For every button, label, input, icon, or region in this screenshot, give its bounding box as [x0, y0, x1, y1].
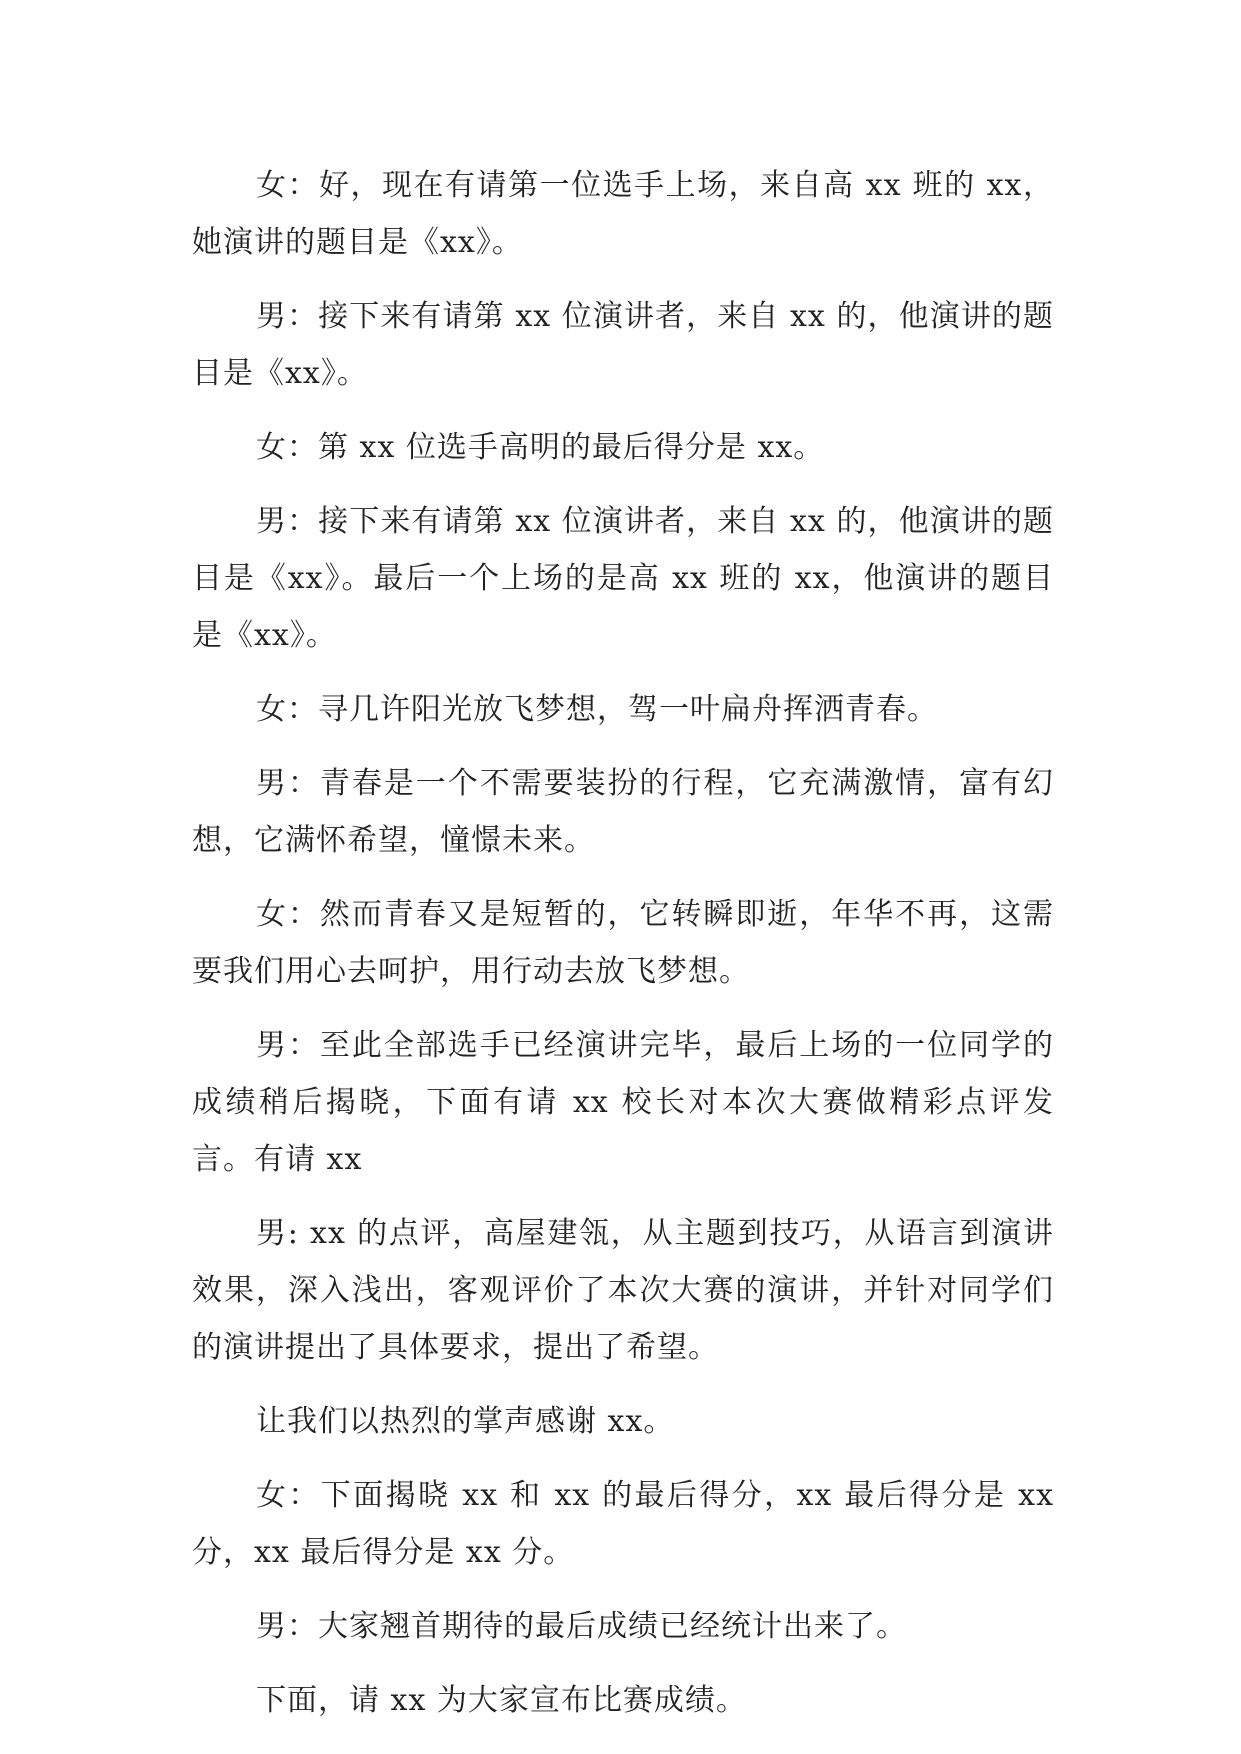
paragraph: 女：下面揭晓 xx 和 xx 的最后得分，xx 最后得分是 xx 分，xx 最后得分是 xx 分。 — [192, 1478, 1054, 1570]
paragraph: 女：第 xx 位选手高明的最后得分是 xx。 — [256, 430, 825, 465]
document-body — [192, 157, 1054, 1746]
paragraph: 下面，请 xx 为大家宣布比赛成绩。 — [256, 1683, 747, 1718]
paragraph: 让我们以热烈的掌声感谢 xx。 — [256, 1404, 675, 1439]
paragraph: 女：然而青春又是短暂的，它转瞬即逝，年华不再，这需要我们用心去呵护，用行动去放飞梦想。 — [192, 897, 1054, 989]
paragraph: 男：接下来有请第 xx 位演讲者，来自 xx 的，他演讲的题目是《xx》。最后一个上场的是高 xx 班的 xx，他演讲的题目是《xx》。 — [192, 504, 1054, 653]
paragraph: 男：青春是一个不需要装扮的行程，它充满激情，富有幻想，它满怀希望，憧憬未来。 — [192, 766, 1054, 858]
paragraph: 男: xx 的点评，高屋建瓴，从主题到技巧，从语言到演讲效果，深入浅出，客观评价了本次大赛的演讲，并针对同学们的演讲提出了具体要求，提出了希望。 — [192, 1216, 1054, 1365]
paragraph: 女：好，现在有请第一位选手上场，来自高 xx 班的 xx，她演讲的题目是《xx》。 — [192, 168, 1054, 260]
paragraph: 男：至此全部选手已经演讲完毕，最后上场的一位同学的成绩稍后揭晓，下面有请 xx 校长对本次大赛做精彩点评发言。有请 xx — [192, 1028, 1054, 1177]
paragraph: 男：接下来有请第 xx 位演讲者，来自 xx 的，他演讲的题目是《xx》。 — [192, 299, 1054, 391]
paragraph: 男：大家翘首期待的最后成绩已经统计出来了。 — [256, 1609, 907, 1644]
paragraph: 女：寻几许阳光放飞梦想，驾一叶扁舟挥洒青春。 — [256, 692, 938, 727]
